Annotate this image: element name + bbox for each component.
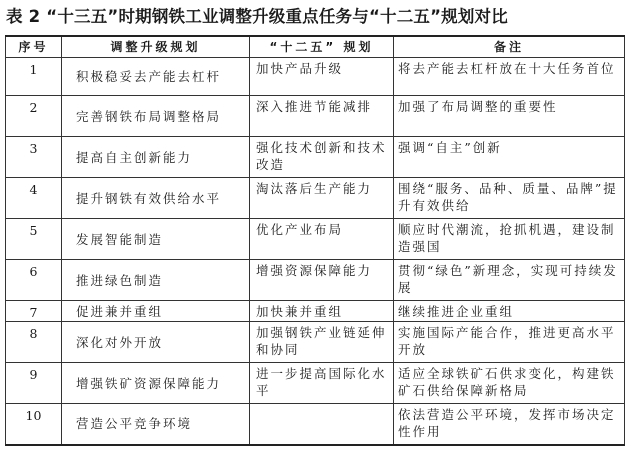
- row-note: 将去产能去杠杆放在十大任务首位: [394, 58, 625, 96]
- table-title: 表 2 “十三五”时期钢铁工业调整升级重点任务与“十二五”规划对比: [6, 7, 508, 26]
- row-number: 4: [6, 178, 62, 219]
- header-task: 调整升级规划: [62, 36, 250, 58]
- header-prev: “十二五” 规划: [250, 36, 394, 58]
- row-note: 强调“自主”创新: [394, 137, 625, 178]
- row-prev-plan: 加强钢铁产业链延伸和协同: [250, 322, 394, 363]
- header-no: 序号: [6, 36, 62, 58]
- table-row: [6, 301, 625, 322]
- row-task: 完善钢铁布局调整格局: [62, 96, 250, 137]
- row-task: 推进绿色制造: [62, 260, 250, 301]
- table-row: [6, 58, 625, 96]
- row-prev-plan: 进一步提高国际化水平: [250, 363, 394, 404]
- row-note: 顺应时代潮流，抢抓机遇，建设制造强国: [394, 219, 625, 260]
- table-row: [6, 178, 625, 219]
- row-number: 9: [6, 363, 62, 404]
- table-row: [6, 96, 625, 137]
- table-row: [6, 404, 625, 445]
- row-task: 积极稳妥去产能去杠杆: [62, 58, 250, 96]
- row-number: 3: [6, 137, 62, 178]
- row-number: 2: [6, 96, 62, 137]
- row-number: 7: [6, 301, 62, 322]
- table-row: [6, 137, 625, 178]
- row-note: 实施国际产能合作，推进更高水平开放: [394, 322, 625, 363]
- row-prev-plan: 深入推进节能减排: [250, 96, 394, 137]
- comparison-table: [5, 35, 625, 446]
- row-prev-plan: 优化产业布局: [250, 219, 394, 260]
- table-row: [6, 322, 625, 363]
- row-task: 提高自主创新能力: [62, 137, 250, 178]
- row-prev-plan: 强化技术创新和技术改造: [250, 137, 394, 178]
- table-row: [6, 363, 625, 404]
- row-prev-plan: 淘汰落后生产能力: [250, 178, 394, 219]
- table-row: [6, 260, 625, 301]
- row-task: 深化对外开放: [62, 322, 250, 363]
- row-note: 依法营造公平环境，发挥市场决定性作用: [394, 404, 625, 445]
- row-note: 继续推进企业重组: [394, 301, 625, 322]
- row-note: 贯彻“绿色”新理念，实现可持续发展: [394, 260, 625, 301]
- row-task: 增强铁矿资源保障能力: [62, 363, 250, 404]
- row-note: 适应全球铁矿石供求变化，构建铁矿石供给保障新格局: [394, 363, 625, 404]
- row-task: 促进兼并重组: [62, 301, 250, 322]
- header-note: 备注: [394, 36, 625, 58]
- row-number: 10: [6, 404, 62, 445]
- row-task: 发展智能制造: [62, 219, 250, 260]
- row-note: 加强了布局调整的重要性: [394, 96, 625, 137]
- row-task: 提升钢铁有效供给水平: [62, 178, 250, 219]
- row-prev-plan: 加快兼并重组: [250, 301, 394, 322]
- row-number: 5: [6, 219, 62, 260]
- table-header-row: [6, 36, 625, 58]
- row-number: 1: [6, 58, 62, 96]
- row-prev-plan: [250, 404, 394, 445]
- row-number: 6: [6, 260, 62, 301]
- row-task: 营造公平竞争环境: [62, 404, 250, 445]
- row-prev-plan: 增强资源保障能力: [250, 260, 394, 301]
- row-prev-plan: 加快产品升级: [250, 58, 394, 96]
- row-note: 围绕“服务、品种、质量、品牌”提升有效供给: [394, 178, 625, 219]
- row-number: 8: [6, 322, 62, 363]
- table-row: [6, 219, 625, 260]
